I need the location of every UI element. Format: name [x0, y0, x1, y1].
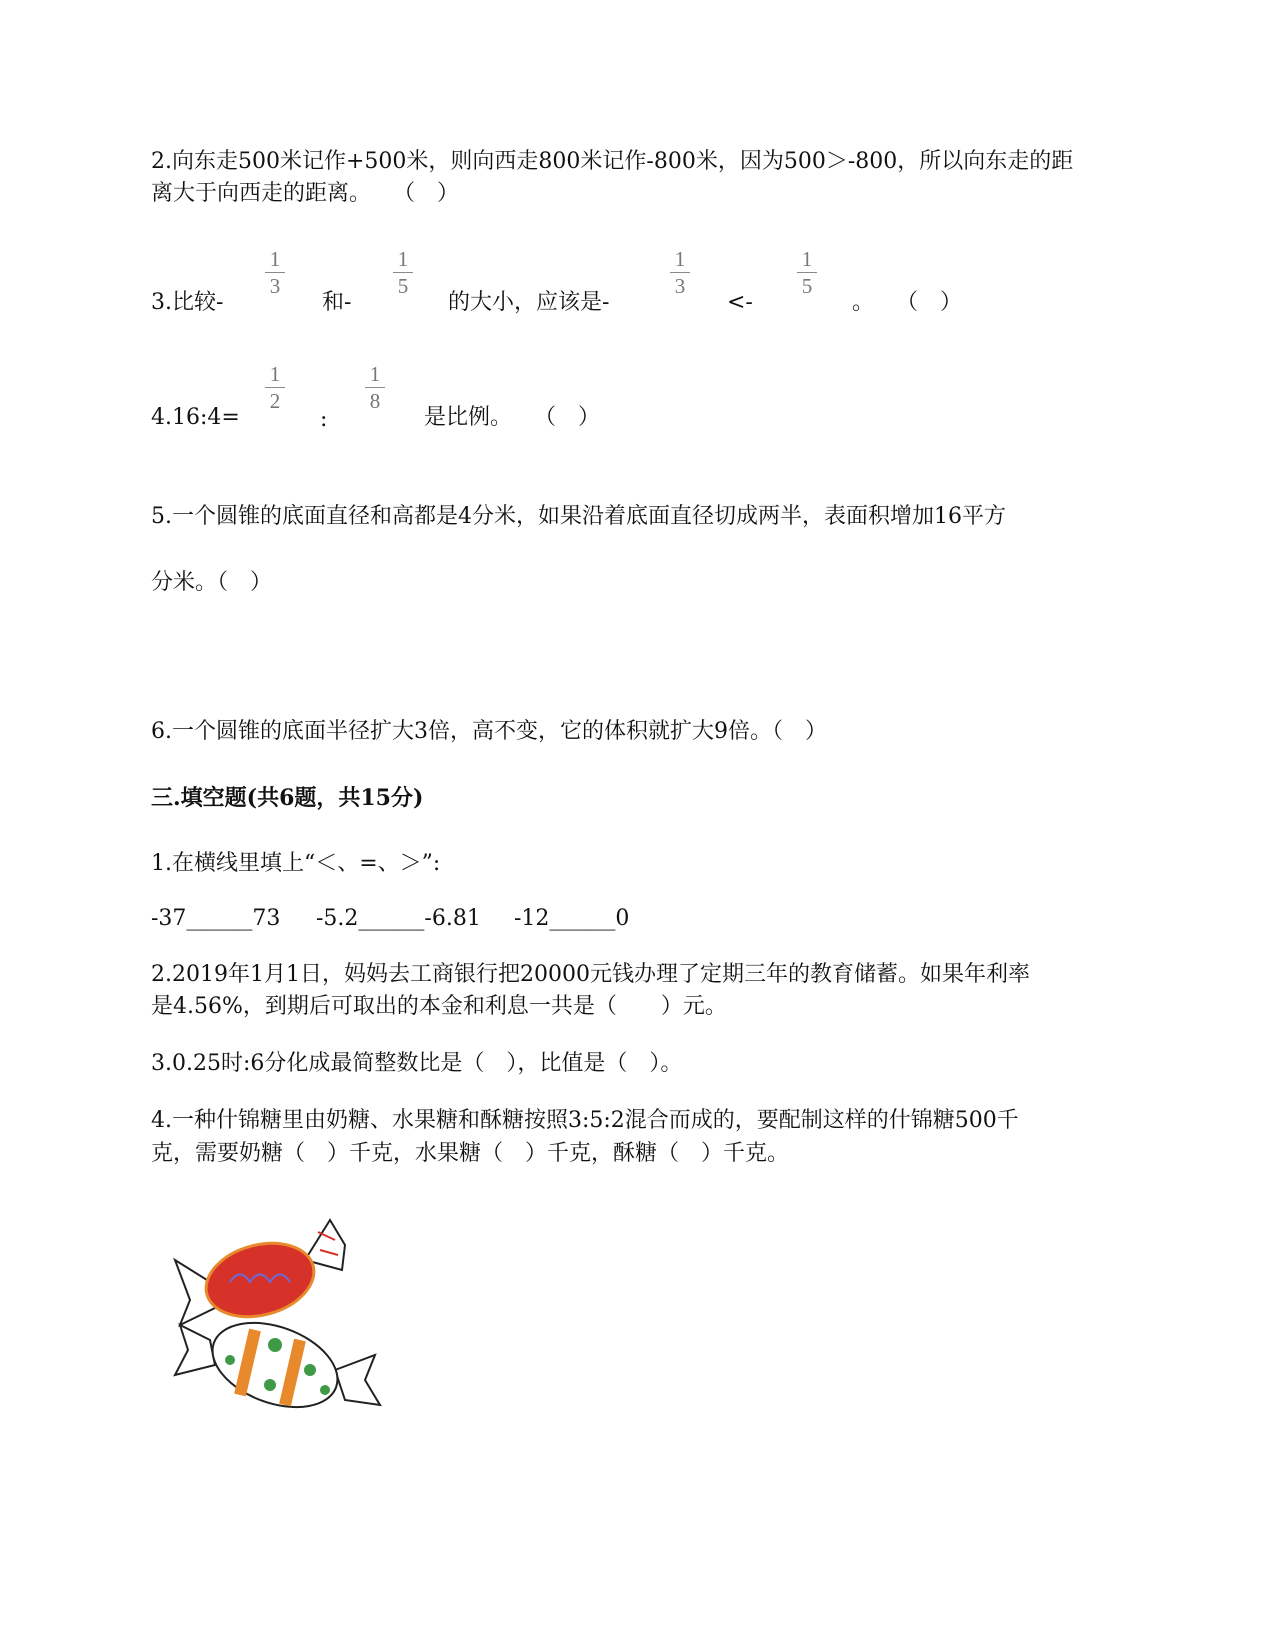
- fill-q1-text: 1.在横线里填上“＜、=、＞”:: [151, 851, 441, 876]
- fraction: 1 3: [262, 247, 288, 298]
- fill-q4-line2: 克，需要奶糖（ ）千克，水果糖（ ）千克，酥糖（ ）千克。: [151, 1141, 790, 1166]
- judgement-q4-end: 是比例。 （ ）: [424, 405, 601, 430]
- candy-icon: [170, 1200, 390, 1420]
- fraction: 1 5: [390, 247, 416, 298]
- fill-q4-line1: 4.一种什锦糖里由奶糖、水果糖和酥糖按照3:5:2混合而成的，要配制这样的什锦糖500千: [151, 1108, 1019, 1133]
- fraction: 1 8: [362, 362, 388, 413]
- judgement-q4-prefix: 4.16:4=: [151, 405, 240, 430]
- judgement-q3-prefix: 3.比较-: [151, 290, 224, 315]
- fraction: 1 2: [262, 362, 288, 413]
- fraction: 1 5: [794, 247, 820, 298]
- judgement-q4-colon: :: [320, 407, 328, 432]
- fill-q1-item: -12______0: [514, 906, 630, 931]
- judgement-q5-line2: 分米。（ ）: [151, 570, 273, 595]
- judgement-q5-line1: 5.一个圆锥的底面直径和高都是4分米，如果沿着底面直径切成两半，表面积增加16平方: [151, 504, 1006, 529]
- judgement-q2-line1: 2.向东走500米记作+500米，则向西走800米记作-800米，因为500＞-800，所以向东走的距: [151, 149, 1074, 174]
- judgement-q3-end: 。 （ ）: [852, 290, 963, 315]
- judgement-q2-line2: 离大于向西走的距离。 （ ）: [151, 181, 460, 206]
- judgement-q3-mid: 的大小，应该是-: [448, 290, 610, 315]
- fill-q3: 3.0.25时:6分化成最简整数比是（ ），比值是（ ）。: [151, 1051, 683, 1076]
- judgement-q3-and: 和-: [322, 290, 352, 315]
- fill-q1-item: -5.2______-6.81: [316, 906, 481, 931]
- fill-q2-line2: 是4.56%，到期后可取出的本金和利息一共是（ ）元。: [151, 994, 727, 1019]
- judgement-q6: 6.一个圆锥的底面半径扩大3倍，高不变，它的体积就扩大9倍。（ ）: [151, 719, 827, 744]
- fill-q2-line1: 2.2019年1月1日，妈妈去工商银行把20000元钱办理了定期三年的教育储蓄。如果年利率: [151, 962, 1030, 987]
- judgement-q3-lt: <-: [727, 290, 753, 315]
- section-heading: 三.填空题(共6题，共15分): [151, 785, 424, 811]
- fill-q1-item: -37______73: [151, 906, 281, 931]
- fraction: 1 3: [667, 247, 693, 298]
